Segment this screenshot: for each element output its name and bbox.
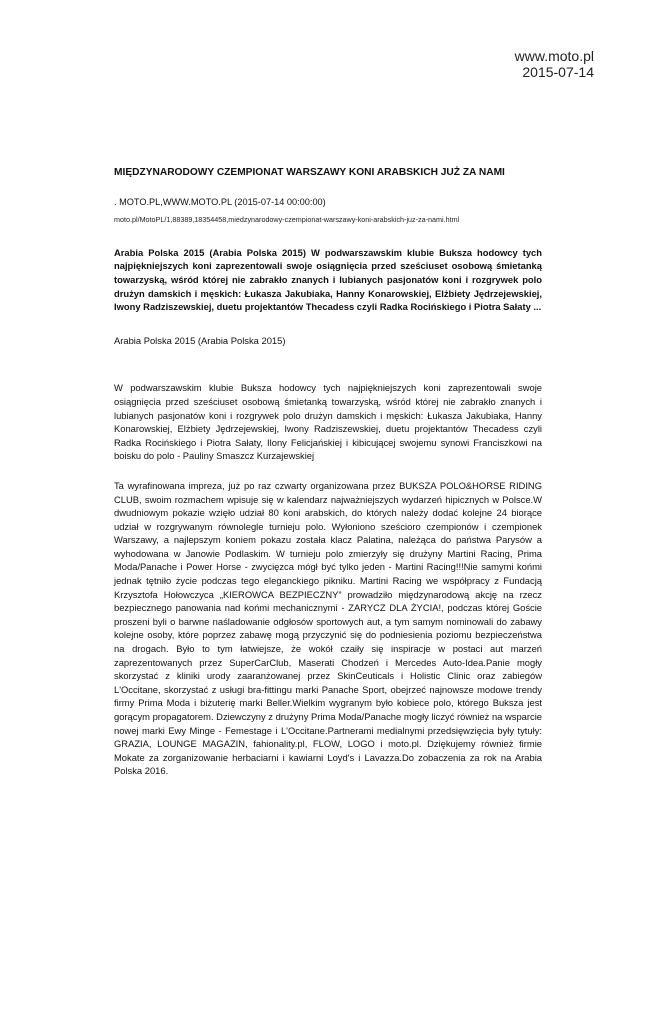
article-caption: Arabia Polska 2015 (Arabia Polska 2015) [114,334,286,346]
article-title: MIĘDZYNARODOWY CZEMPIONAT WARSZAWY KONI ARABSKICH JUŻ ZA NAMI [114,167,505,178]
article-url: moto.pl/MotoPL/1,88389,18354458,miedzynarodowy-czempionat-warszawy-koni-arabskich-juz-za-nami.html [114,215,460,225]
article-paragraph-2: Ta wyrafinowana impreza, już po raz czwarty organizowana przez BUKSZA POLO&HORSE RIDING CLUB, swoim rozmachem wpisuje się w kalendarz najważniejszych wydarzeń hipicznych w Polsce.W dwudniowym pokazie wzięło udział 80 koni arabskich, do których należy dodać kolejne 24 biorące udział w rozgrywanym równolegle turnieju polo. Wyłoniono sześcioro czempionów i czempionek Warszawy, a najlepszym koniem pokazu została klacz Palatina, należąca do państwa Parysów a wyhodowana w Janowie Podlaskim. W turnieju polo zmierzyły się drużyny Martini Racing, Prima Moda/Panache i Power Horse - zwycięzca mógł być tylko jeden - Martini Racing!!!Nie samymi końmi jednak tętniło życie podczas tego eleganckiego pikniku. Martini Racing we współpracy z Fundacją Krzysztofa Hołowczyca „KIEROWCA BEZPIECZNY” prowadziło międzynarodową akcję na rzecz bezpiecznego panowania nad końmi mechanicznymi - ZARYCZ DLA ŻYCIA!, podczas której Goście proszeni byli o barwne naśladowanie odgłosów sportowych aut, a tym samym nominowali do zabawy kolejne osoby, które poprzez zabawę mogą przyczynić się do podniesienia poziomu bezpieczeństwa na drogach. Było to tym łatwiejsze, że wokół czaiły się inspiracje w postaci aut marzeń zaprezentowanych przez SuperCarClub, Maserati Chodzeń i Mercedes Auto-Idea.Panie mogły skorzystać z kliniki urody zaaranżowanej przez SkinCeuticals i Holistic Clinic oraz zabiegów L'Occitane, skorzystać z usługi bra-fittingu marki Panache Sport, obejrzeć najnowsze modowe trendy firmy Prima Moda i biżuterię marki Beller.Wielkim wygranym było kobiece polo, którego Buksza jest gorącym propagatorem. Dziewczyny z drużyny Prima Moda/Panache mogły liczyć również na wsparcie nowej marki Ewy Minge - Femestage i L'Occitane.Partnerami medialnymi przedsięwzięcia były tytuły: GRAZIA, LOUNGE MAGAZIN, fahionality.pl, FLOW, LOGO i moto.pl. Dziękujemy również firmie Mokate za zorganizowanie herbaciarni i kawiarni Loyd's i Lavazza.Do zobaczenia za rok na Arabia Polska 2016. [114,479,542,777]
article [114,166,542,794]
site-name: www.moto.pl [514,48,594,64]
document-header [515,48,594,80]
article-paragraph-1: W podwarszawskim klubie Buksza hodowcy tych najpiękniejszych koni zaprezentowali swoje osiągnięcia przed sześciuset osobową śmietanką towarzyską, wśród której nie zabrakło znanych i lubianych pasjonatów koni i rozgrywek polo drużyn damskich i męskich: Łukasza Jakubiaka, Hanny Konarowskiej, Elżbiety Jędrzejewskiej, Iwony Radziszewskiej, duetu projektantów Thecadess czyli Radka Rocińskiego i Piotra Sałaty, Ilony Felicjańskiej i kibicującej swojemu synowi Franciszkowi na boisku do polo - Pauliny Smaszcz Kurzajewskiej [114,382,542,462]
article-source: . MOTO.PL,WWW.MOTO.PL (2015-07-14 00:00:00) [114,196,326,207]
publication-date: 2015-07-14 [522,64,594,80]
article-lead: Arabia Polska 2015 (Arabia Polska 2015) W podwarszawskim klubie Buksza hodowcy tych najpiękniejszych koni zaprezentowali swoje osiągnięcia przed sześciuset osobową śmietanką towarzyską, wśród której nie zabrakło znanych i lubianych pasjonatów koni i rozgrywek polo drużyn damskich i męskich: Łukasza Jakubiaka, Hanny Konarowskiej, Elżbiety Jędrzejewskiej, Iwony Radziszewskiej, duetu projektantów Thecadess czyli Radka Rocińskiego i Piotra Sałaty ... [114,246,542,313]
